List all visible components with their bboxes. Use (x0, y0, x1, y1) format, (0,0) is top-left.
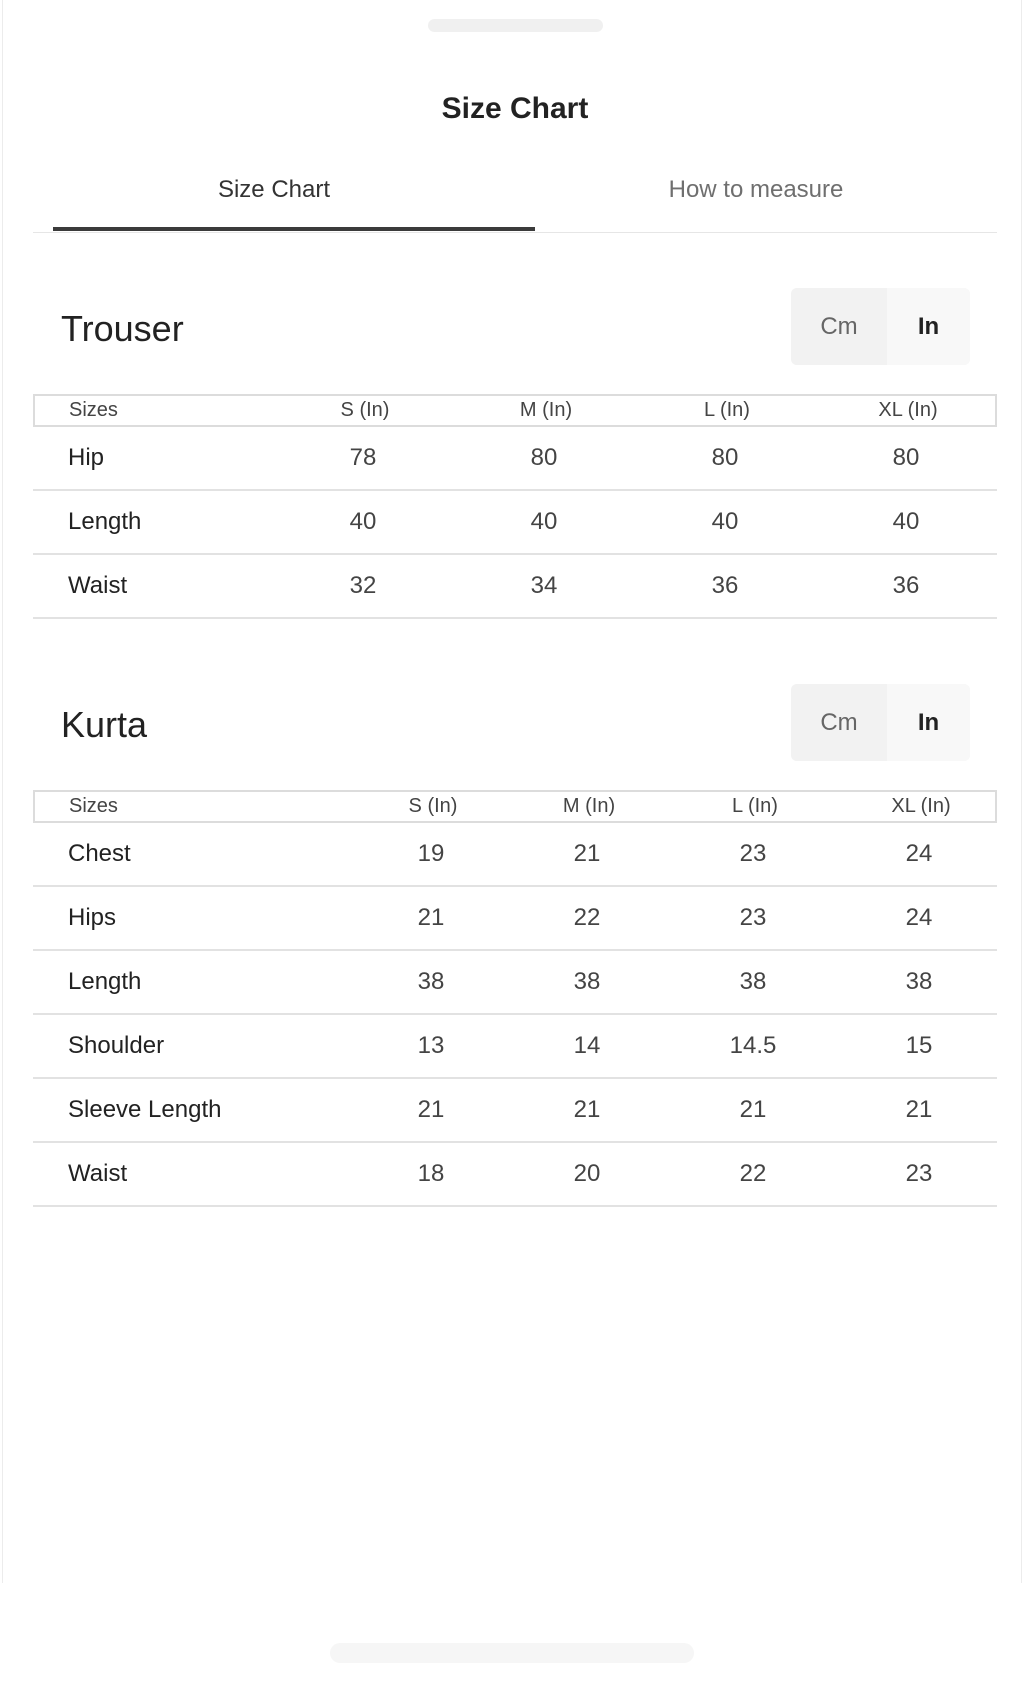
value-m: 80 (530, 444, 558, 471)
value-m: 21 (573, 840, 601, 867)
header-l: L (In) (732, 795, 778, 817)
table-row (33, 951, 997, 1015)
value-l: 23 (739, 904, 767, 931)
header-l: L (In) (704, 399, 750, 421)
row-label: Hip (68, 444, 105, 471)
value-l: 23 (739, 840, 767, 867)
value-l: 21 (739, 1096, 767, 1123)
unit-toggle-trouser (791, 288, 970, 365)
table-row (33, 1015, 997, 1079)
row-label: Shoulder (68, 1032, 165, 1059)
unit-option-cm[interactable]: Cm (791, 288, 887, 365)
table-row (33, 887, 997, 951)
value-m: 14 (573, 1032, 601, 1059)
tab-how-to-measure[interactable]: How to measure (668, 176, 844, 203)
value-m: 40 (530, 508, 558, 535)
value-xl: 24 (905, 904, 933, 931)
header-m: M (In) (519, 399, 573, 421)
row-label: Hips (68, 904, 117, 931)
value-s: 21 (417, 1096, 445, 1123)
table-row (33, 491, 997, 555)
value-xl: 36 (892, 572, 920, 599)
value-m: 21 (573, 1096, 601, 1123)
value-l: 40 (711, 508, 739, 535)
table-row (33, 1079, 997, 1143)
row-label: Length (68, 508, 142, 535)
value-m: 34 (530, 572, 558, 599)
tab-bar (33, 168, 997, 233)
value-xl: 38 (905, 968, 933, 995)
value-xl: 23 (905, 1160, 933, 1187)
sheet-title: Size Chart (441, 92, 589, 125)
header-xl: XL (In) (891, 795, 951, 817)
row-label: Sleeve Length (68, 1096, 222, 1123)
section-title-trouser: Trouser (61, 308, 184, 349)
header-s: S (In) (340, 399, 390, 421)
value-m: 22 (573, 904, 601, 931)
value-s: 32 (349, 572, 377, 599)
header-sizes: Sizes (69, 399, 118, 421)
unit-option-cm[interactable]: Cm (791, 684, 887, 761)
table-header-row (33, 394, 997, 427)
bottom-safe-area (0, 1583, 1024, 1683)
value-s: 78 (349, 444, 377, 471)
value-l: 22 (739, 1160, 767, 1187)
value-l: 36 (711, 572, 739, 599)
row-label: Waist (68, 572, 128, 599)
header-m: M (In) (562, 795, 616, 817)
header-s: S (In) (408, 795, 458, 817)
value-s: 13 (417, 1032, 445, 1059)
unit-toggle-kurta (791, 684, 970, 761)
value-xl: 21 (905, 1096, 933, 1123)
value-s: 19 (417, 840, 445, 867)
value-l: 80 (711, 444, 739, 471)
active-tab-indicator (53, 227, 535, 231)
table-row (33, 1143, 997, 1207)
table-header-row (33, 790, 997, 823)
table-row (33, 427, 997, 491)
value-xl: 80 (892, 444, 920, 471)
unit-option-in[interactable]: In (887, 684, 970, 761)
value-l: 38 (739, 968, 767, 995)
section-title-kurta: Kurta (61, 704, 148, 745)
header-sizes: Sizes (69, 795, 118, 817)
value-m: 38 (573, 968, 601, 995)
table-row (33, 555, 997, 619)
value-s: 40 (349, 508, 377, 535)
value-m: 20 (573, 1160, 601, 1187)
value-xl: 15 (905, 1032, 933, 1059)
value-l: 14.5 (729, 1032, 777, 1059)
value-s: 18 (417, 1160, 445, 1187)
size-chart-sheet (2, 0, 1022, 1583)
home-indicator (330, 1643, 694, 1663)
value-s: 38 (417, 968, 445, 995)
value-s: 21 (417, 904, 445, 931)
row-label: Length (68, 968, 142, 995)
table-row (33, 823, 997, 887)
value-xl: 40 (892, 508, 920, 535)
row-label: Waist (68, 1160, 128, 1187)
tab-size-chart[interactable]: Size Chart (217, 176, 331, 203)
unit-option-in[interactable]: In (887, 288, 970, 365)
drag-handle[interactable] (428, 19, 603, 32)
header-xl: XL (In) (878, 399, 938, 421)
row-label: Chest (68, 840, 131, 867)
value-xl: 24 (905, 840, 933, 867)
